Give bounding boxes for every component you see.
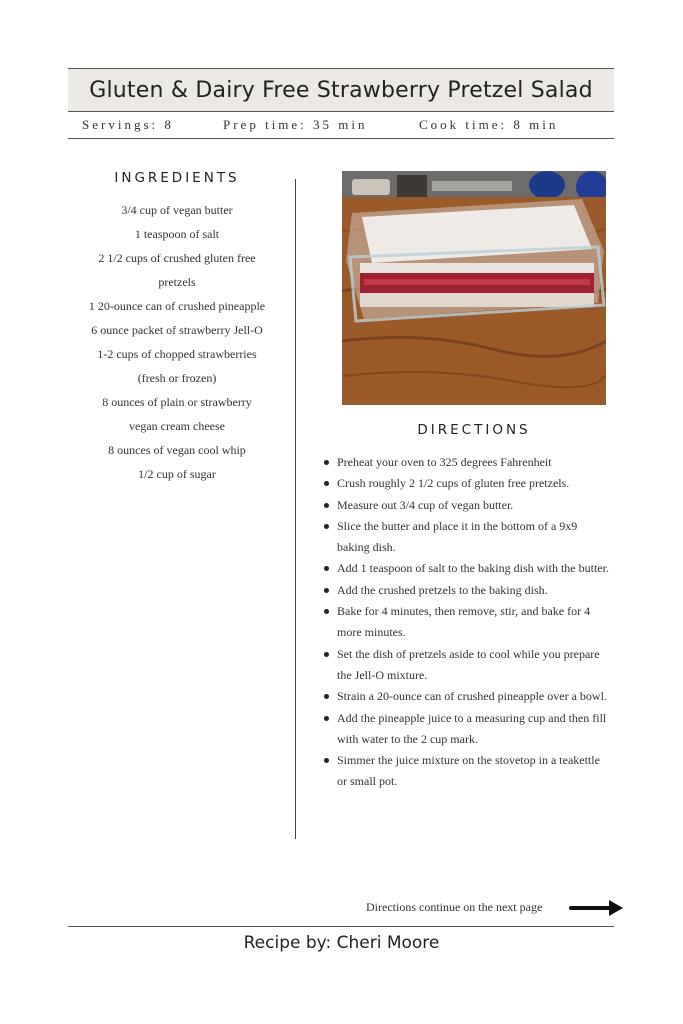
direction-step: Add the crushed pretzels to the baking dish. bbox=[322, 580, 612, 601]
ingredient-line: vegan cream cheese bbox=[129, 419, 225, 433]
ingredient-line: 1/2 cup of sugar bbox=[138, 467, 216, 481]
recipe-meta-row bbox=[68, 111, 614, 139]
prep-time-label: Prep time: 35 min bbox=[223, 117, 368, 132]
direction-step: Preheat your oven to 325 degrees Fahrenheit bbox=[322, 452, 612, 473]
ingredient-line: 1 20-ounce can of crushed pineapple bbox=[88, 299, 266, 313]
direction-step: Bake for 4 minutes, then remove, stir, and bake for 4 more minutes. bbox=[322, 601, 612, 644]
directions-heading: DIRECTIONS bbox=[417, 422, 531, 438]
direction-step: Add 1 teaspoon of salt to the baking dish with the butter. bbox=[322, 558, 612, 579]
footer-rule bbox=[68, 926, 614, 927]
cook-time-label: Cook time: 8 min bbox=[419, 117, 559, 132]
directions-list bbox=[322, 452, 612, 793]
ingredients-heading: INGREDIENTS bbox=[114, 170, 240, 186]
direction-step: Crush roughly 2 1/2 cups of gluten free pretzels. bbox=[322, 473, 612, 494]
ingredient-line: 8 ounces of vegan cool whip bbox=[108, 443, 246, 457]
ingredient-line: 6 ounce packet of strawberry Jell-O bbox=[91, 323, 263, 337]
servings-label: Servings: 8 bbox=[82, 117, 174, 132]
direction-step: Strain a 20-ounce can of crushed pineapple over a bowl. bbox=[322, 686, 612, 707]
direction-step: Add the pineapple juice to a measuring cup and then fill with water to the 2 cup mark. bbox=[322, 708, 612, 751]
direction-step: Measure out 3/4 cup of vegan butter. bbox=[322, 495, 612, 516]
page-title: Gluten & Dairy Free Strawberry Pretzel Salad bbox=[89, 77, 593, 103]
salad-photo-illustration bbox=[342, 171, 606, 405]
title-banner bbox=[68, 68, 614, 112]
direction-step: Simmer the juice mixture on the stovetop in a teakettle or small pot. bbox=[322, 750, 612, 793]
right-arrow-icon bbox=[569, 898, 625, 918]
continue-note: Directions continue on the next page bbox=[366, 900, 543, 914]
ingredient-line: 3/4 cup of vegan butter bbox=[121, 203, 233, 217]
ingredients-list bbox=[72, 198, 282, 486]
ingredient-line: (fresh or frozen) bbox=[137, 371, 217, 385]
direction-step: Set the dish of pretzels aside to cool while you prepare the Jell-O mixture. bbox=[322, 644, 612, 687]
ingredient-line: 2 1/2 cups of crushed gluten free bbox=[98, 251, 256, 265]
ingredient-line: 1-2 cups of chopped strawberries bbox=[97, 347, 257, 361]
ingredient-line: pretzels bbox=[158, 275, 196, 289]
ingredient-line: 1 teaspoon of salt bbox=[134, 227, 220, 241]
recipe-credit: Recipe by: Cheri Moore bbox=[243, 933, 440, 953]
ingredient-line: 8 ounces of plain or strawberry bbox=[102, 395, 252, 409]
direction-step: Slice the butter and place it in the bottom of a 9x9 baking dish. bbox=[322, 516, 612, 559]
column-divider bbox=[295, 179, 296, 839]
salad-photo bbox=[342, 171, 606, 405]
